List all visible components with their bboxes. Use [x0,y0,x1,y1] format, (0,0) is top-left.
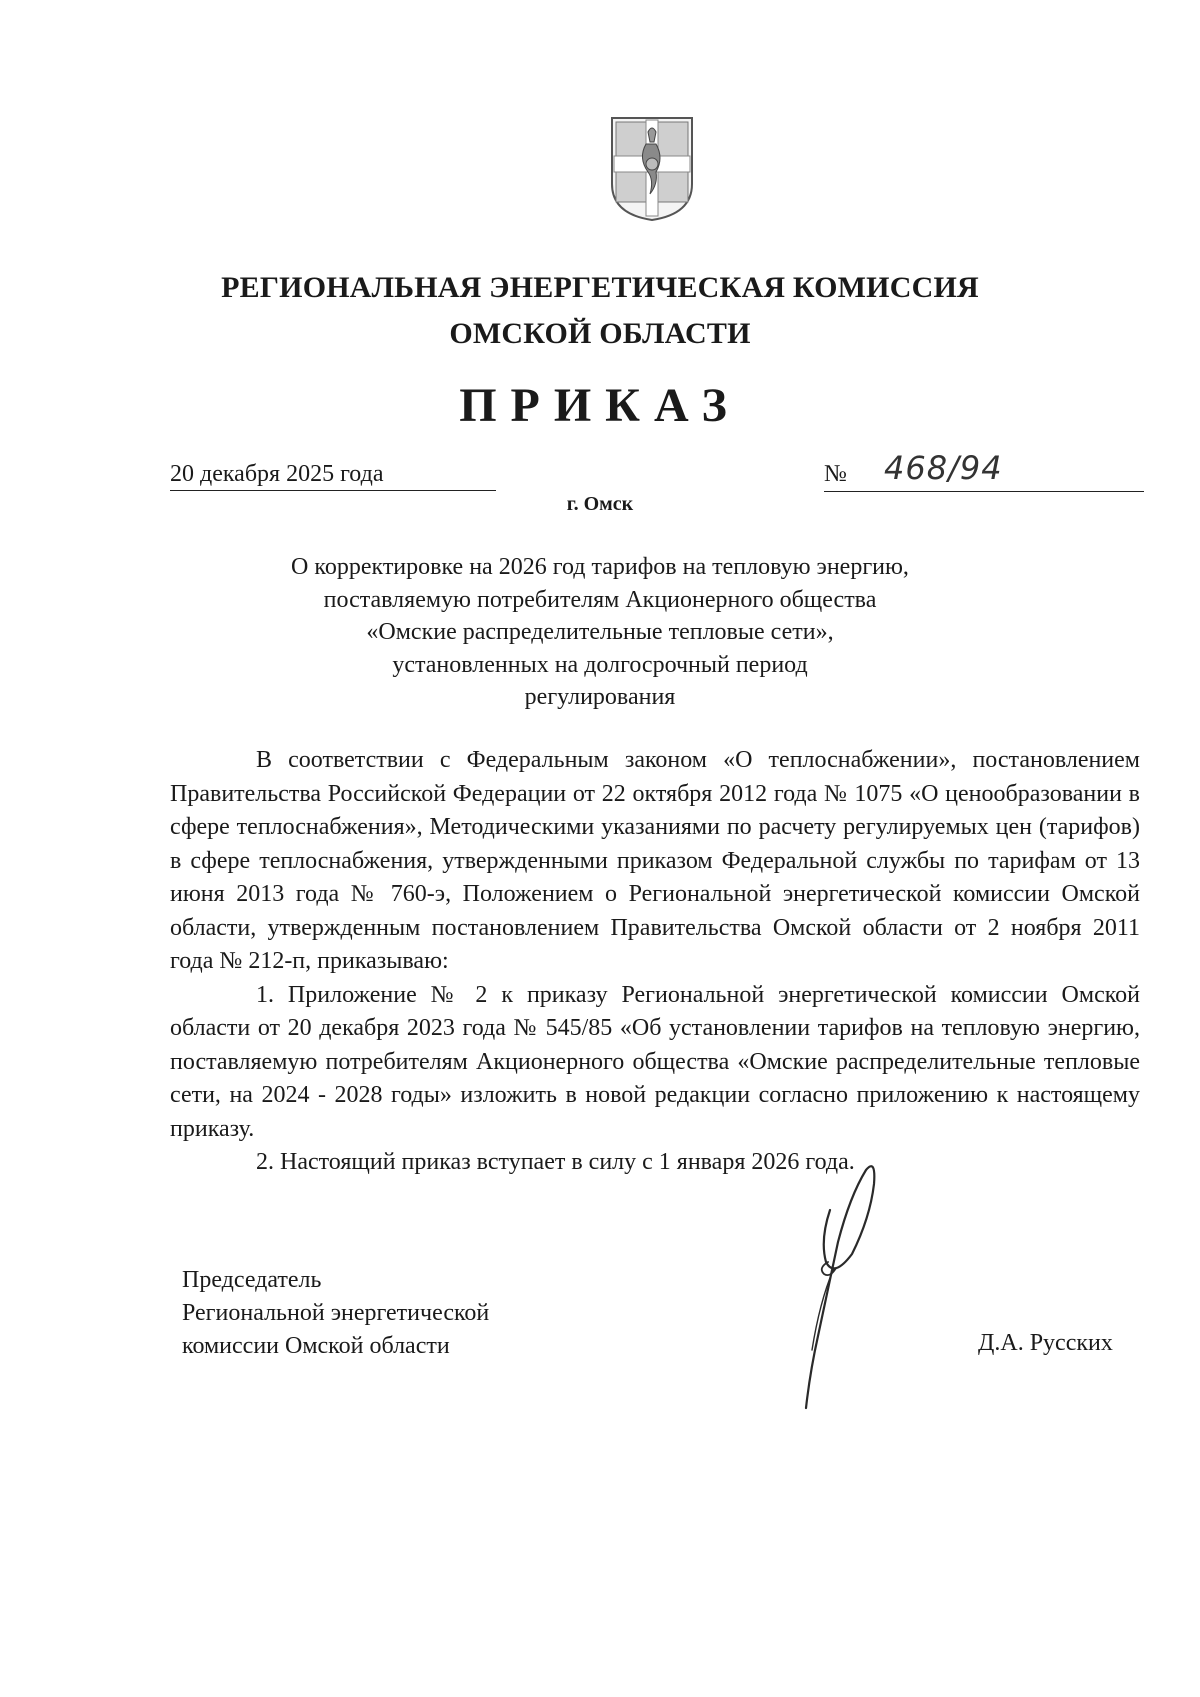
document-number-field [824,449,1144,492]
document-number: 468/94 [884,449,1003,487]
document-body [170,744,1140,1180]
signatory-name: Д.А. Русских [978,1330,1113,1356]
subject-line: регулирования [524,684,676,710]
body-paragraph-preamble: В соответствии с Федеральным законом «О теплоснабжении», постановлением Правительства Российской Федерации от 22 октября 2012 года № 1075 «О ценообразовании в сфере теплоснабжения», Методическими указаниями по расчету регулируемых цен (тарифов) в сфере теплоснабжения, утвержденными приказом Федеральной службы по тарифам от 13 июня 2013 года № 760-э, Положением о Региональной энергетической комиссии Омской области, утвержденным постановлением Правительства Омской области от 2 ноября 2011 года № 212-п, приказываю: [170,747,1140,974]
body-paragraph-item-2: 2. Настоящий приказ вступает в силу с 1 января 2026 года. [256,1149,855,1175]
coat-of-arms-icon [608,114,696,224]
handwritten-signature-icon [790,1150,900,1420]
position-line: Региональной энергетической [182,1300,490,1326]
document-title: ПРИКАЗ [459,379,741,432]
signatory-position [182,1264,489,1363]
document-date: 20 декабря 2025 года [170,461,496,491]
subject-line: поставляемую потребителям Акционерного общества [323,586,877,613]
city-line: г. Омск [566,493,634,515]
body-paragraph-item-1: 1. Приложение № 2 к приказу Региональной энергетической комиссии Омской области от 20 декабря 2023 года № 545/85 «Об установлении тарифов на тепловую энергию, поставляемую потребителям Акционерного общества «Омские распределительные тепловые сети, на 2024 - 2028 годы» изложить в новой редакции согласно приложению к настоящему приказу. [170,981,1140,1142]
position-line: Председатель [182,1267,322,1293]
document-subject [0,551,1200,714]
organization-name-line1: РЕГИОНАЛЬНАЯ ЭНЕРГЕТИЧЕСКАЯ КОМИССИЯ [221,271,979,304]
subject-line: «Омские распределительные тепловые сети», [366,619,834,645]
organization-name-line2: ОМСКОЙ ОБЛАСТИ [449,317,751,350]
subject-line: О корректировке на 2026 год тарифов на тепловую энергию, [291,554,909,580]
subject-line: установленных на долгосрочный период [392,651,808,678]
position-line: комиссии Омской области [182,1333,450,1359]
number-label: № [824,461,847,487]
